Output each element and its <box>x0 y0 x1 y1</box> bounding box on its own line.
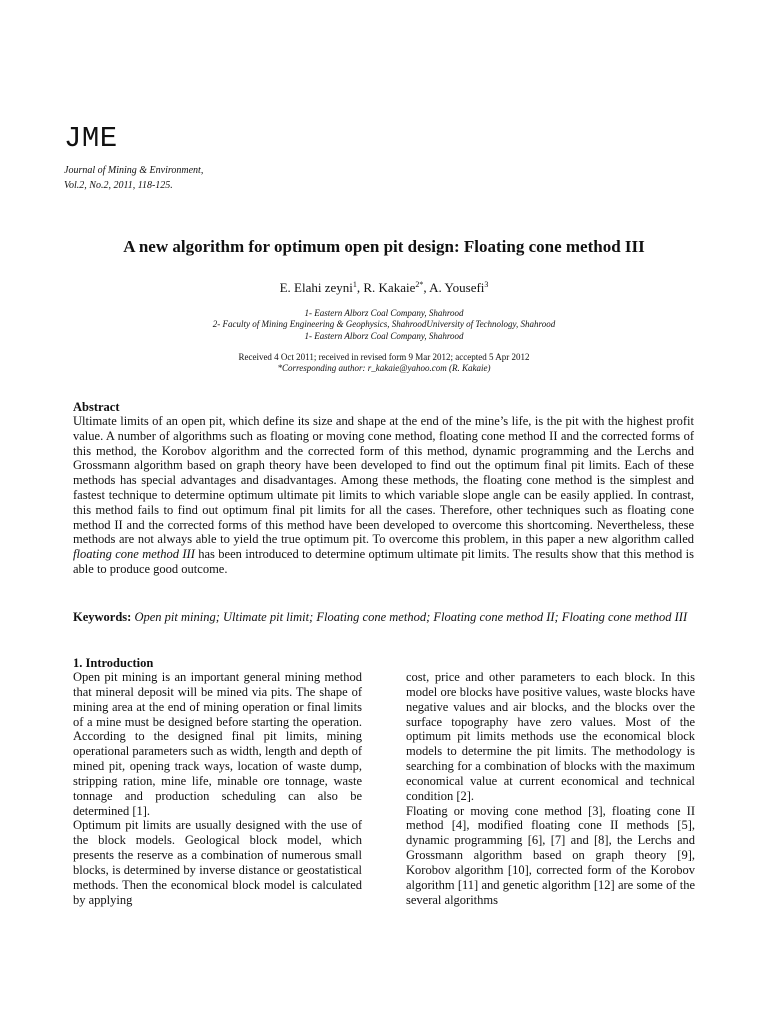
body-paragraph: Optimum pit limits are usually designed with the use of the block models. Geological block model, which presents the reserve as a combination of numerous small blocks, is determined by inverse distance or geostatistical methods. Then the economical block model is calculated by applying <box>73 818 362 907</box>
abstract-text-part: Ultimate limits of an open pit, which define its size and shape at the end of the mine’s life, is the pit with the highest profit value. A number of algorithms such as floating or moving cone method, floating cone method II and the corrected forms of this method, the Korobov algorithm and the corrected form of this method, dynamic programming and the Lerchs and Grossmann algorithm based on graph theory have been developed to find out the optimum final pit limits. Each of these methods has special advantages and disadvantages. Among these methods, the floating cone method is the simplest and fastest technique to determine optimum ultimate pit limits to which variable slope angle can be easily applied. In contrast, this method fails to find out optimum final pit limits for all the cases. Therefore, other techniques such as floating cone method II and the corrected forms of this method have been developed to overcome this shortcoming. Nevertheless, these methods are not always able to yield the true optimum pit. To overcome this problem, in this paper a new algorithm called <box>73 414 694 547</box>
author-list <box>0 281 768 294</box>
received-dates: Received 4 Oct 2011; received in revised form 9 Mar 2012; accepted 5 Apr 2012 <box>238 352 530 362</box>
paper-title: A new algorithm for optimum open pit design: Floating cone method III <box>123 237 645 256</box>
author-name: R. Kakaie <box>363 280 416 295</box>
journal-volume: Vol.2, No.2, 2011, 118-125. <box>64 180 173 191</box>
affiliation-line: 1- Eastern Alborz Coal Company, Shahrood <box>304 331 464 341</box>
affiliation-line: 2- Faculty of Mining Engineering & Geophysics, ShahroodUniversity of Technology, Shahrood <box>212 319 556 329</box>
affiliation-line: 1- Eastern Alborz Coal Company, Shahrood <box>304 308 464 318</box>
left-text-column <box>73 670 362 908</box>
author-separator: , <box>356 280 364 295</box>
author-name: A. Yousefi <box>429 280 485 295</box>
keywords-label: Keywords: <box>73 610 132 624</box>
keywords-list: Open pit mining; Ultimate pit limit; Floating cone method; Floating cone method II; Floating cone method III <box>134 610 688 624</box>
author-affiliation-mark: 1 <box>352 280 357 289</box>
author-separator: , <box>423 280 430 295</box>
journal-name: Journal of Mining & Environment, <box>64 165 204 176</box>
journal-mark: JME <box>64 122 118 155</box>
author-name: E. Elahi zeyni <box>279 280 353 295</box>
section-heading-introduction: 1. Introduction <box>73 656 154 670</box>
abstract-text-part: has been introduced to determine optimum ultimate pit limits. The results show that this method is able to produce good outcome. <box>73 547 694 576</box>
body-paragraph: Floating or moving cone method [3], floating cone II method [4], modified floating cone II methods [5], dynamic programming [6], [7] and [8], the Lerchs and Grossmann algorithm based on graph theory [9], Korobov algorithm [10], corrected form of the Korobov algorithm [11] and genetic algorithm [12] are some of the several algorithms <box>406 803 695 907</box>
keywords-block <box>73 610 694 626</box>
body-paragraph: cost, price and other parameters to each block. In this model ore blocks have positive values, waste blocks have negative values and air blocks, and the blocks over the surface topography have zero values. Most of the optimum pit limits methods use the economical block models to determine the pit limits. The methodology is searching for a combination of blocks with the maximum economical value at current economical and technical condition [2]. <box>406 670 695 803</box>
abstract-body <box>73 414 694 577</box>
author-affiliation-mark: 2* <box>415 280 424 289</box>
author-affiliation-mark: 3 <box>484 280 489 289</box>
right-text-column <box>406 670 695 908</box>
corresponding-author: *Corresponding author: r_kakaie@yahoo.com (R. Kakaie) <box>277 363 491 373</box>
abstract-heading: Abstract <box>73 400 120 414</box>
body-paragraph: Open pit mining is an important general mining method that mineral deposit will be mined via pits. The shape of mining area at the end of mining operation or final limits of a mine must be designed before starting the operation. According to the designed final pit limits, mining operational parameters such as width, length and depth of mined pit, opening track ways, location of waste dump, stripping ration, mine life, minable ore tonnage, waste tonnage and production scheduling can also be determined [1]. <box>73 670 362 818</box>
abstract-method-name: floating cone method III <box>73 547 195 562</box>
